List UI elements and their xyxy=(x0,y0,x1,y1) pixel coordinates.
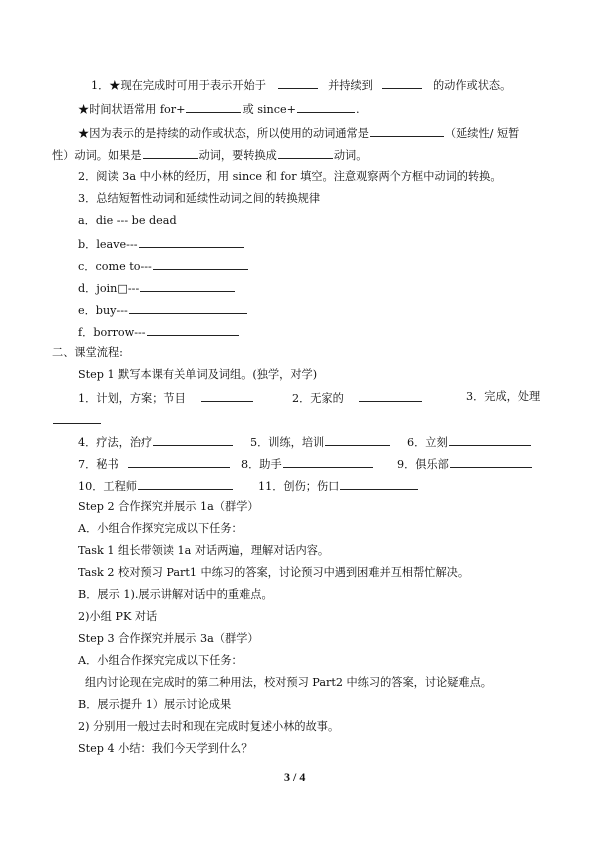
text: b．leave--- xyxy=(78,238,138,251)
fill-blank xyxy=(283,456,373,468)
text: e．buy--- xyxy=(78,304,128,317)
line-2 xyxy=(78,101,360,117)
text: c．come to--- xyxy=(78,260,152,273)
fill-blank xyxy=(143,147,198,159)
text: 6．立刻 xyxy=(407,436,448,449)
step-3-b-2 xyxy=(78,720,339,734)
text: 1．计划，方案；节目 xyxy=(78,392,186,405)
vocab-item-9 xyxy=(397,456,533,472)
text: f．borrow--- xyxy=(78,326,146,339)
text: 9．俱乐部 xyxy=(397,458,449,471)
fill-blank xyxy=(140,280,235,292)
text: 并持续到 xyxy=(328,79,373,92)
fill-blank xyxy=(359,390,422,402)
vocab-item-2 xyxy=(292,390,423,406)
text: 组内讨论现在完成时的第二种用法，校对预习 Part2 中练习的答案，讨论疑难点。 xyxy=(85,676,492,689)
fill-blank xyxy=(449,434,531,446)
text: 2．阅读 3a 中小林的经历，用 since 和 for 填空。注意观察两个方框中动词的转换。 xyxy=(78,170,502,183)
step-3-a xyxy=(78,654,243,668)
step-3-a-detail xyxy=(85,676,492,690)
text: 5．训练，培训 xyxy=(250,436,325,449)
fill-blank xyxy=(186,101,241,113)
vocab-item-5 xyxy=(250,434,391,450)
rule-e xyxy=(78,302,248,318)
vocab-item-4 xyxy=(78,434,234,450)
line-5 xyxy=(78,170,502,184)
fill-blank xyxy=(153,434,233,446)
text: Step 2 合作探究并展示 1a（群学） xyxy=(78,500,259,513)
rule-a xyxy=(78,214,177,228)
fill-blank xyxy=(382,77,422,89)
step-3-b xyxy=(78,698,231,712)
page-number: 3 / 4 xyxy=(284,770,306,784)
text: 10．工程师 xyxy=(78,480,137,493)
fill-blank xyxy=(129,302,247,314)
fill-blank xyxy=(147,324,239,336)
step-4-heading xyxy=(78,742,252,756)
fill-blank xyxy=(370,125,444,137)
vocab-item-3 xyxy=(466,390,540,404)
text: 3．完成，处理 xyxy=(466,390,541,403)
fill-blank xyxy=(139,236,244,248)
fill-blank xyxy=(297,101,355,113)
text: ★时间状语常用 for+ xyxy=(78,103,186,116)
fill-blank xyxy=(340,478,418,490)
text: 7．秘书 xyxy=(78,458,119,471)
text: a．die --- be dead xyxy=(78,214,177,227)
text: 2) 分别用一般过去时和现在完成时复述小林的故事。 xyxy=(78,720,340,733)
text: 3．总结短暂性动词和延续性动词之间的转换规律 xyxy=(78,192,321,205)
text: 2．无家的 xyxy=(292,392,344,405)
fill-blank xyxy=(128,456,230,468)
text: . xyxy=(356,103,360,116)
fill-blank xyxy=(278,147,333,159)
rule-b xyxy=(78,236,245,252)
text: 的动作或状态。 xyxy=(432,79,512,92)
line-4 xyxy=(52,147,367,163)
vocab-row-1 xyxy=(78,390,254,406)
text: Task 2 校对预习 Part1 中练习的答案，讨论预习中遇到困难并互相帮忙解决。 xyxy=(78,566,470,579)
text: 二、课堂流程: xyxy=(52,346,123,359)
text: Step 3 合作探究并展示 3a（群学） xyxy=(78,632,259,645)
text: 动词。 xyxy=(333,149,368,162)
fill-blank xyxy=(325,434,390,446)
fill-blank xyxy=(53,412,101,424)
step-3-heading xyxy=(78,632,259,646)
vocab-item-7 xyxy=(78,456,231,472)
task-1 xyxy=(78,544,329,558)
text: B．展示 1).展示讲解对话中的重难点。 xyxy=(78,588,273,601)
text: d．join□--- xyxy=(78,282,140,295)
vocab-item-11 xyxy=(258,478,419,494)
text: 4．疗法，治疗 xyxy=(78,436,153,449)
vocab-item-10 xyxy=(78,478,234,494)
step-2-b-2 xyxy=(78,610,157,624)
text: Step 4 小结：我们今天学到什么？ xyxy=(78,742,253,755)
text: 1．★现在完成时可用于表示开始于 xyxy=(91,79,266,92)
fill-blank xyxy=(138,478,233,490)
text: B．展示提升 1）展示讨论成果 xyxy=(78,698,232,711)
fill-blank xyxy=(278,77,318,89)
text: Step 1 默写本课有关单词及词组。(独学，对学) xyxy=(78,368,318,381)
line-1 xyxy=(91,77,511,93)
fill-blank xyxy=(201,390,253,402)
step-2-a xyxy=(78,522,243,536)
text: 性）动词。如果是 xyxy=(52,149,142,162)
text: 8．助手 xyxy=(241,458,282,471)
text: ★因为表示的是持续的动作或状态，所以使用的动词通常是 xyxy=(78,127,369,140)
vocab-item-8 xyxy=(241,456,374,472)
step-2-heading xyxy=(78,500,259,514)
vocab-item-3-blank xyxy=(52,412,102,428)
text: 11．创伤；伤口 xyxy=(258,480,340,493)
text: （延续性/ 短暂 xyxy=(444,127,520,140)
fill-blank xyxy=(450,456,532,468)
rule-f xyxy=(78,324,240,340)
text: 动词，要转换成 xyxy=(198,149,277,162)
step-2-b xyxy=(78,588,273,602)
step-1-heading xyxy=(78,368,317,382)
text: A．小组合作探究完成以下任务： xyxy=(78,522,243,535)
line-6 xyxy=(78,192,320,206)
vocab-item-6 xyxy=(407,434,532,450)
text: A．小组合作探究完成以下任务： xyxy=(78,654,243,667)
text: 或 since+ xyxy=(242,103,296,116)
section-heading xyxy=(52,346,123,360)
task-2 xyxy=(78,566,469,580)
fill-blank xyxy=(153,258,248,270)
text: Task 1 组长带领读 1a 对话两遍，理解对话内容。 xyxy=(78,544,330,557)
rule-c xyxy=(78,258,249,274)
line-3 xyxy=(78,125,519,141)
text: 2)小组 PK 对话 xyxy=(78,610,158,623)
rule-d xyxy=(78,280,236,296)
